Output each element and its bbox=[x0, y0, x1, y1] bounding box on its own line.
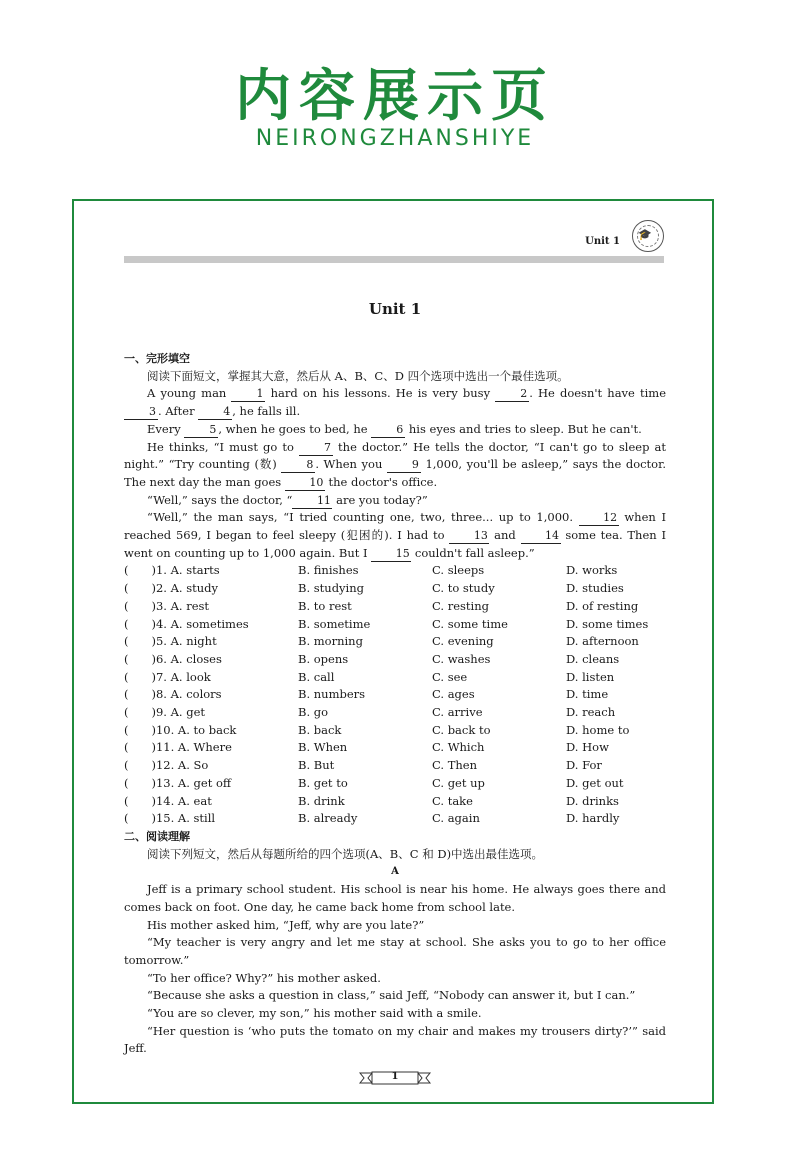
option-row: ( )14. A. eat B. drink C. take D. drinks bbox=[124, 793, 619, 808]
blank-10[interactable]: 10 bbox=[285, 476, 325, 491]
worksheet-content bbox=[124, 350, 666, 1058]
blank-4[interactable]: 4 bbox=[198, 405, 232, 420]
passage-label: A bbox=[391, 866, 399, 878]
option-row: ( )3. A. rest B. to rest C. resting D. of resting bbox=[124, 598, 639, 613]
option-row: ( )11. A. Where B. When C. Which D. How bbox=[124, 740, 609, 755]
reading-paragraph: “Because she asks a question in class,” said Jeff, “Nobody can answer it, but I can.” bbox=[147, 988, 636, 1003]
cloze-options bbox=[124, 562, 666, 828]
option-row: ( )9. A. get B. go C. arrive D. reach bbox=[124, 705, 616, 720]
header-rule bbox=[124, 256, 664, 263]
cloze-paragraph: Every 5 , when he goes to bed, he 6 his eyes and tries to sleep. But he can't. bbox=[147, 421, 642, 436]
blank-3[interactable]: 3 bbox=[124, 405, 158, 420]
running-head: Unit 1 bbox=[585, 236, 620, 247]
page-number: 1 bbox=[391, 1071, 399, 1082]
option-row: ( )4. A. sometimes B. sometime C. some time D. some times bbox=[124, 616, 649, 631]
blank-12[interactable]: 12 bbox=[579, 511, 619, 526]
reading-paragraph: “To her office? Why?” his mother asked. bbox=[147, 970, 381, 985]
cloze-paragraph: “Well,” the man says, “I tried counting one, two, three... up to 1,000. 12 when I reached 569, I began to feel sleepy (犯困的). I had to 13 and 14 some tea. Then I went on counting up to 1,000 again. But I 15 couldn't fall asleep.” bbox=[124, 510, 667, 560]
blank-2[interactable]: 2 bbox=[495, 387, 529, 402]
blank-9[interactable]: 9 bbox=[387, 458, 421, 473]
blank-5[interactable]: 5 bbox=[184, 423, 218, 438]
option-row: ( )13. A. get off B. get to C. get up D. get out bbox=[124, 775, 624, 790]
page-header-title: 内容展示页 bbox=[235, 64, 555, 129]
cloze-paragraph: He thinks, “I must go to 7 the doctor.” He tells the doctor, “I can't go to sleep at night.” “Try counting (数) 8 . When you 9 1,000, you'll be asleep,” says the doctor. The next day the man goes 10 the doctor's office. bbox=[124, 439, 666, 489]
reading-paragraph: “My teacher is very angry and let me stay at school. She asks you to go to her office tomorrow.” bbox=[124, 935, 666, 967]
cloze-paragraph: “Well,” says the doctor, “ 11 are you today?” bbox=[147, 492, 428, 507]
page-header-subtitle: NEIRONGZHANSHIYE bbox=[255, 126, 535, 151]
reading-paragraph: His mother asked him, “Jeff, why are you late?” bbox=[147, 917, 425, 932]
cloze-paragraph: A young man 1 hard on his lessons. He is very busy 2 . He doesn't have time 3 . After 4 , he falls ill. bbox=[124, 385, 666, 420]
blank-1[interactable]: 1 bbox=[231, 387, 265, 402]
blank-13[interactable]: 13 bbox=[449, 529, 489, 544]
cloze-instruction: 阅读下面短文，掌握其大意，然后从 A、B、C、D 四个选项中选出一个最佳选项。 bbox=[147, 368, 569, 383]
blank-8[interactable]: 8 bbox=[281, 458, 315, 473]
school-seal-icon: 🎓 bbox=[632, 220, 664, 252]
section-heading-reading: 二、阅读理解 bbox=[124, 829, 190, 843]
option-row: ( )6. A. closes B. opens C. washes D. cleans bbox=[124, 651, 620, 666]
blank-15[interactable]: 15 bbox=[371, 547, 411, 562]
section-heading-cloze: 一、完形填空 bbox=[124, 352, 190, 365]
option-row: ( )15. A. still B. already C. again D. hardly bbox=[124, 811, 620, 826]
reading-paragraph: “Her question is ‘who puts the tomato on my chair and makes my trousers dirty?’” said Jeff. bbox=[124, 1023, 666, 1056]
option-row: ( )1. A. starts B. finishes C. sleeps D. works bbox=[124, 563, 618, 578]
option-row: ( )10. A. to back B. back C. back to D. home to bbox=[124, 722, 630, 737]
option-row: ( )5. A. night B. morning C. evening D. afternoon bbox=[124, 634, 639, 649]
blank-14[interactable]: 14 bbox=[521, 529, 561, 544]
option-row: ( )7. A. look B. call C. see D. listen bbox=[124, 669, 615, 684]
unit-title: Unit 1 bbox=[368, 300, 422, 318]
option-row: ( )2. A. study B. studying C. to study D. studies bbox=[124, 581, 624, 596]
blank-6[interactable]: 6 bbox=[371, 423, 405, 438]
option-row: ( )8. A. colors B. numbers C. ages D. time bbox=[124, 687, 609, 702]
option-row: ( )12. A. So B. But C. Then D. For bbox=[124, 758, 602, 773]
reading-instruction: 阅读下列短文，然后从每题所给的四个选项(A、B、C 和 D)中选出最佳选项。 bbox=[147, 846, 544, 861]
blank-7[interactable]: 7 bbox=[299, 441, 333, 456]
reading-paragraph: Jeff is a primary school student. His school is near his home. He always goes there and comes back on foot. One day, he came back home from school late. bbox=[124, 882, 666, 914]
reading-paragraph: “You are so clever, my son,” his mother said with a smile. bbox=[147, 1006, 482, 1021]
blank-11[interactable]: 11 bbox=[292, 494, 332, 509]
